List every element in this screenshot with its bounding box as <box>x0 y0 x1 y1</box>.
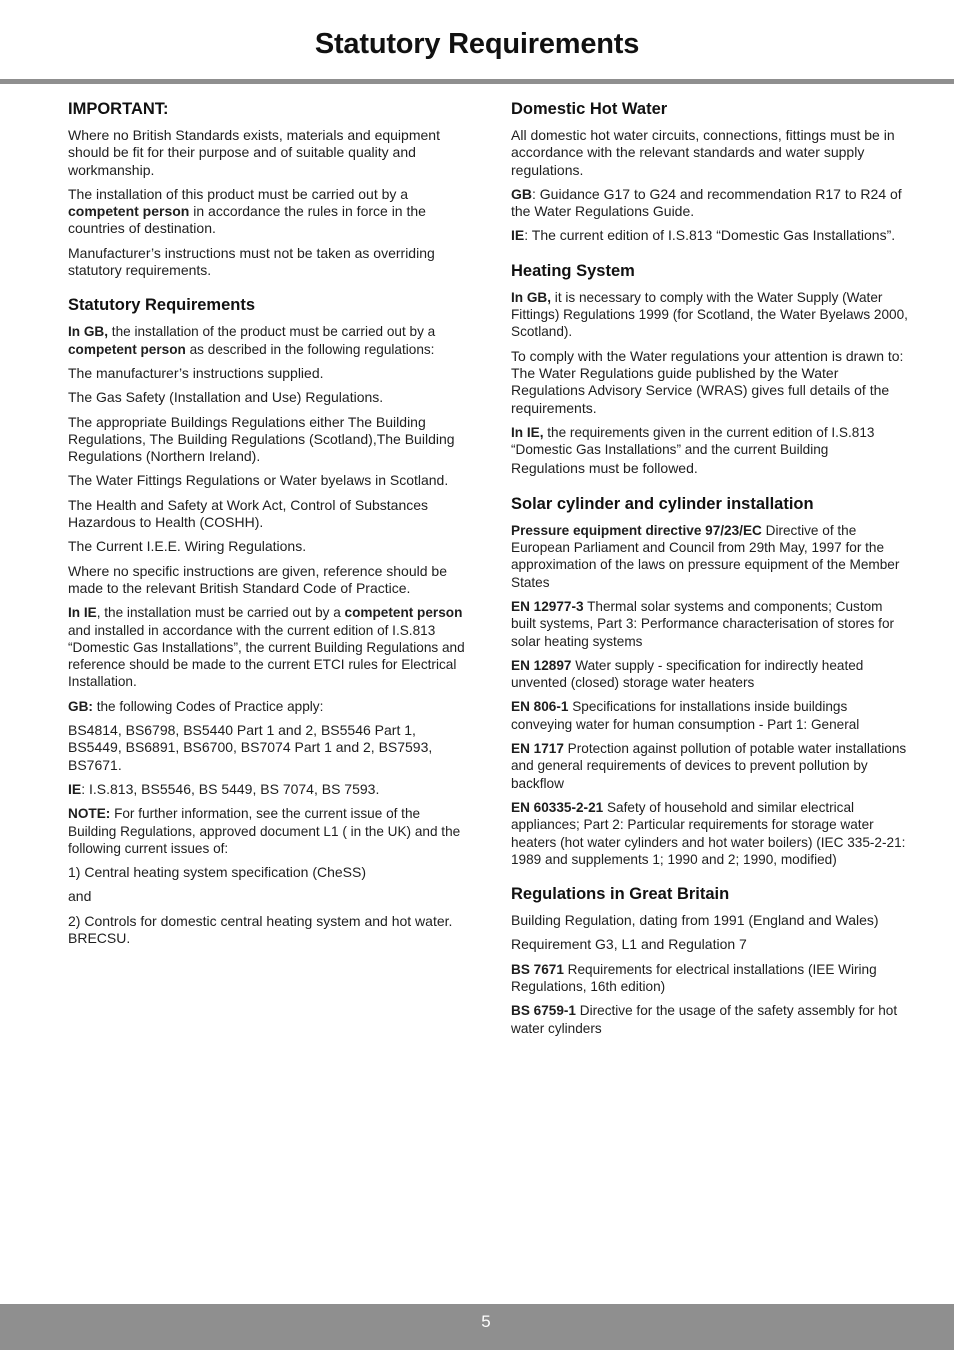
paragraph: The Current I.E.E. Wiring Regulations. <box>68 538 307 555</box>
paragraph: EN 806-1 Specifications for installations inside buildings conveying water for human consumption - Part 1: General <box>511 699 860 732</box>
paragraph: EN 1717 Protection against pollution of potable water installations and general requirements of devices to prevent pollution by backflow <box>511 741 907 791</box>
paragraph: The Gas Safety (Installation and Use) Regulations. <box>68 389 384 406</box>
solar-cylinder-heading: Solar cylinder and cylinder installation <box>511 494 814 513</box>
paragraph: The Water Fittings Regulations or Water byelaws in Scotland. <box>68 472 449 489</box>
paragraph: Regulations must be followed. <box>511 460 698 477</box>
important-heading: IMPORTANT: <box>68 100 169 118</box>
domestic-hot-water-section <box>511 100 911 245</box>
paragraph: EN 60335-2-21 Safety of household and similar electrical appliances; Part 2: Particular requirements for storage water heaters (hot water cylinders and hot water boilers) (IEC 335-2-21: 1989 and supplements 1; 1990 and 2; 1990, modified) <box>511 799 906 867</box>
paragraph: Manufacturer’s instructions must not be taken as overriding statutory requirements. <box>68 244 435 279</box>
paragraph: 1) Central heating system specification (CheSS) <box>68 864 367 881</box>
heating-system-section <box>511 262 911 478</box>
paragraph: Where no British Standards exists, materials and equipment should be fit for their purpose and of suitable quality and workmanship. <box>68 127 440 178</box>
left-column <box>68 100 468 964</box>
paragraph: To comply with the Water regulations your attention is drawn to: The Water Regulations guide published by the Water Regulations Advisory Service (WRAS) gives full details of the requirements. <box>511 347 904 416</box>
paragraph: Where no specific instructions are given, reference should be made to the relevant British Standard Code of Practice. <box>68 562 447 596</box>
paragraph: In GB, it is necessary to comply with the Water Supply (Water Fittings) Regulations 1999 (for Scotland, the Water Byelaws 2000, Scotland). <box>511 289 908 340</box>
paragraph: and <box>68 888 92 905</box>
paragraph: 2) Controls for domestic central heating system and hot water. BRECSU. <box>68 912 453 946</box>
great-britain-heading: Regulations in Great Britain <box>511 885 730 904</box>
paragraph: The manufacturer’s instructions supplied. <box>68 364 324 381</box>
great-britain-section <box>511 885 911 1037</box>
page-title: Statutory Requirements <box>314 28 640 60</box>
paragraph: In IE, the requirements given in the current edition of I.S.813 “Domestic Gas Installations” and the current Building <box>511 424 875 458</box>
statutory-heading: Statutory Requirements <box>68 296 256 315</box>
paragraph: IE: I.S.813, BS5546, BS 5449, BS 7074, BS 7593. <box>68 780 380 797</box>
paragraph: EN 12977-3 Thermal solar systems and components; Custom built systems, Part 3: Performance characterisation of stores for solar heating systems <box>511 598 895 649</box>
paragraph: GB: the following Codes of Practice apply: <box>68 698 324 714</box>
title-divider <box>0 79 954 84</box>
paragraph: Pressure equipment directive 97/23/EC Directive of the European Parliament and Council from 29th May, 1997 for the approximation of the laws on pressure equipment of the Member States <box>511 522 900 590</box>
paragraph: The Health and Safety at Work Act, Control of Substances Hazardous to Health (COSHH). <box>68 496 429 531</box>
paragraph: EN 12897 Water supply - specification for indirectly heated unvented (closed) storage water heaters <box>511 657 864 691</box>
important-section <box>68 100 468 279</box>
paragraph: All domestic hot water circuits, connections, fittings must be in accordance with the relevant standards and water supply regulations. <box>511 127 895 178</box>
right-column <box>511 100 911 1054</box>
paragraph: GB: Guidance G17 to G24 and recommendation R17 to R24 of the Water Regulations Guide. <box>511 185 902 220</box>
statutory-section <box>68 296 468 947</box>
paragraph: The appropriate Buildings Regulations either The Building Regulations, The Building Regulations (Scotland),The Building Regulations (Northern Ireland). <box>68 413 455 465</box>
paragraph: BS 7671 Requirements for electrical installations (IEE Wiring Regulations, 16th edition) <box>511 961 877 994</box>
paragraph: In GB, the installation of the product must be carried out by a competent person as described in the following regulations: <box>68 324 436 357</box>
page-number: 5 <box>481 1312 491 1331</box>
paragraph: BS 6759-1 Directive for the usage of the safety assembly for hot water cylinders <box>511 1003 898 1036</box>
paragraph: The installation of this product must be carried out by a competent person in accordance the rules in force in the countries of destination. <box>68 185 426 237</box>
paragraph: Building Regulation, dating from 1991 (England and Wales) <box>511 912 879 929</box>
domestic-hot-water-heading: Domestic Hot Water <box>511 100 668 118</box>
footer-bar <box>0 1304 954 1350</box>
paragraph: BS4814, BS6798, BS5440 Part 1 and 2, BS5546 Part 1, BS5449, BS6891, BS6700, BS7074 Part 1 and 2, BS7593, BS7671. <box>68 722 433 773</box>
solar-cylinder-section <box>511 495 911 868</box>
heating-system-heading: Heating System <box>511 261 635 280</box>
paragraph: In IE, the installation must be carried out by a competent person and installed in accordance with the current edition of I.S.813 “Domestic Gas Installations”, the current Building Regulations and reference should be made to the current ETCI rules for Electrical Installation. <box>68 605 465 690</box>
paragraph: IE: The current edition of I.S.813 “Domestic Gas Installations”. <box>511 227 896 244</box>
paragraph: Requirement G3, L1 and Regulation 7 <box>511 936 747 953</box>
paragraph: NOTE: For further information, see the current issue of the Building Regulations, approved document L1 ( in the UK) and the following current issues of: <box>68 806 461 856</box>
